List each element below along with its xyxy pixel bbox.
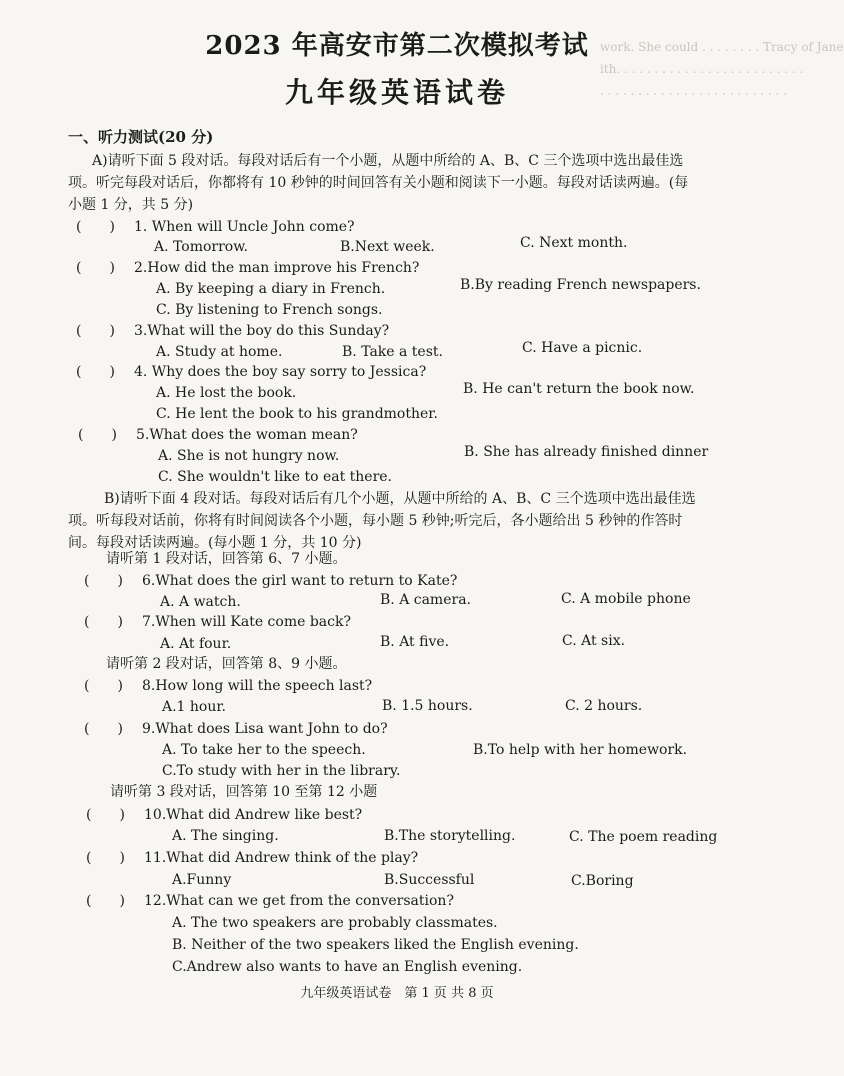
question-5-stem: 5.What does the woman mean? bbox=[136, 427, 358, 443]
q6-option-b: B. A camera. bbox=[380, 592, 471, 608]
bleed-through-text: . . . . . . . . . . . . . . . . . . . . . . . . . bbox=[600, 84, 787, 98]
partB-instruction-line1: B)请听下面 4 段对话。每段对话后有几个小题，从题中所给的 A、B、C 三个选项中选出最佳选 bbox=[104, 491, 696, 507]
partB-instruction-line3: 间。每段对话读两遍。(每小题 1 分，共 10 分) bbox=[68, 535, 362, 551]
q1-option-a: A. Tomorrow. bbox=[154, 239, 248, 255]
question-10-row bbox=[86, 806, 362, 824]
q7-option-c: C. At six. bbox=[562, 633, 626, 649]
question-4-stem: 4. Why does the boy say sorry to Jessica? bbox=[134, 364, 427, 380]
q7-option-a: A. At four. bbox=[160, 636, 232, 652]
q5-option-c: C. She wouldn't like to eat there. bbox=[158, 469, 393, 485]
question-4-row bbox=[76, 363, 426, 381]
answer-blank[interactable]: ( ) bbox=[86, 807, 125, 823]
question-1-row bbox=[76, 218, 355, 236]
q4-option-a: A. He lost the book. bbox=[156, 385, 297, 401]
page-footer: 九年级英语试卷 第 1 页 共 8 页 bbox=[300, 986, 494, 1001]
bleed-through-text: work. She could . . . . . . . . Tracy of Jane bbox=[600, 40, 844, 54]
q12-option-a: A. The two speakers are probably classmates. bbox=[172, 915, 498, 931]
answer-blank[interactable]: ( ) bbox=[76, 219, 115, 235]
question-7-stem: 7.When will Kate come back? bbox=[142, 614, 351, 630]
q10-option-b: B.The storytelling. bbox=[384, 828, 516, 844]
answer-blank[interactable]: ( ) bbox=[84, 614, 123, 630]
question-7-row bbox=[84, 613, 351, 631]
q2-option-b: B.By reading French newspapers. bbox=[460, 277, 701, 293]
question-10-stem: 10.What did Andrew like best? bbox=[144, 807, 363, 823]
question-8-stem: 8.How long will the speech last? bbox=[142, 678, 373, 694]
q3-option-c: C. Have a picnic. bbox=[522, 340, 643, 356]
q1-option-b: B.Next week. bbox=[340, 239, 435, 255]
question-6-stem: 6.What does the girl want to return to Kate? bbox=[142, 573, 458, 589]
answer-blank[interactable]: ( ) bbox=[84, 678, 123, 694]
partB-instruction-line2: 项。听每段对话前，你将有时间阅读各个小题，每小题 5 秒钟;听完后，各小题给出 5 秒钟的作答时 bbox=[68, 513, 683, 529]
dialog-1-instruction: 请听第 1 段对话，回答第 6、7 小题。 bbox=[106, 551, 347, 567]
q8-option-b: B. 1.5 hours. bbox=[382, 698, 473, 714]
answer-blank[interactable]: ( ) bbox=[76, 364, 115, 380]
question-9-stem: 9.What does Lisa want John to do? bbox=[142, 721, 388, 737]
q11-option-b: B.Successful bbox=[384, 872, 475, 888]
q3-option-a: A. Study at home. bbox=[156, 344, 283, 360]
question-8-row bbox=[84, 677, 372, 695]
question-6-row bbox=[84, 572, 457, 590]
question-5-row bbox=[78, 426, 358, 444]
answer-blank[interactable]: ( ) bbox=[76, 260, 115, 276]
q3-option-b: B. Take a test. bbox=[342, 344, 443, 360]
question-2-stem: 2.How did the man improve his French? bbox=[134, 260, 420, 276]
q2-option-a: A. By keeping a diary in French. bbox=[156, 281, 386, 297]
bleed-through-text: ith. . . . . . . . . . . . . . . . . . . . . . . . . bbox=[600, 62, 804, 76]
q8-option-a: A.1 hour. bbox=[162, 699, 226, 715]
q10-option-a: A. The singing. bbox=[172, 828, 279, 844]
question-11-stem: 11.What did Andrew think of the play? bbox=[144, 850, 419, 866]
question-12-row bbox=[86, 892, 454, 910]
q8-option-c: C. 2 hours. bbox=[565, 698, 643, 714]
q11-option-c: C.Boring bbox=[571, 873, 634, 889]
partA-instruction-line2: 项。听完每段对话后，你都将有 10 秒钟的时间回答有关小题和阅读下一小题。每段对话读两遍。(每 bbox=[68, 175, 689, 191]
partA-instruction-line3: 小题 1 分，共 5 分) bbox=[68, 197, 194, 213]
q9-option-b: B.To help with her homework. bbox=[473, 742, 688, 758]
answer-blank[interactable]: ( ) bbox=[86, 893, 125, 909]
partA-instruction-line1: A)请听下面 5 段对话。每段对话后有一个小题，从题中所给的 A、B、C 三个选项中选出最佳选 bbox=[92, 153, 684, 169]
q9-option-a: A. To take her to the speech. bbox=[162, 742, 366, 758]
q5-option-a: A. She is not hungry now. bbox=[158, 448, 340, 464]
question-9-row bbox=[84, 720, 388, 738]
question-11-row bbox=[86, 849, 418, 867]
q12-option-c: C.Andrew also wants to have an English evening. bbox=[172, 959, 523, 975]
answer-blank[interactable]: ( ) bbox=[76, 323, 115, 339]
exam-title: 2023 年高安市第二次模拟考试 bbox=[205, 31, 589, 61]
q1-option-c: C. Next month. bbox=[520, 235, 628, 251]
q4-option-c: C. He lent the book to his grandmother. bbox=[156, 406, 438, 422]
answer-blank[interactable]: ( ) bbox=[84, 721, 123, 737]
question-12-stem: 12.What can we get from the conversation? bbox=[144, 893, 454, 909]
q6-option-c: C. A mobile phone bbox=[561, 591, 691, 607]
question-3-stem: 3.What will the boy do this Sunday? bbox=[134, 323, 390, 339]
q11-option-a: A.Funny bbox=[172, 872, 232, 888]
dialog-2-instruction: 请听第 2 段对话，回答第 8、9 小题。 bbox=[106, 656, 347, 672]
q7-option-b: B. At five. bbox=[380, 634, 450, 650]
question-2-row bbox=[76, 259, 419, 277]
q6-option-a: A. A watch. bbox=[160, 594, 241, 610]
dialog-3-instruction: 请听第 3 段对话，回答第 10 至第 12 小题 bbox=[110, 784, 378, 800]
answer-blank[interactable]: ( ) bbox=[86, 850, 125, 866]
q4-option-b: B. He can't return the book now. bbox=[463, 381, 695, 397]
q2-option-c: C. By listening to French songs. bbox=[156, 302, 383, 318]
q10-option-c: C. The poem reading bbox=[569, 829, 718, 845]
q9-option-c: C.To study with her in the library. bbox=[162, 763, 401, 779]
question-3-row bbox=[76, 322, 389, 340]
question-1-stem: 1. When will Uncle John come? bbox=[134, 219, 355, 235]
answer-blank[interactable]: ( ) bbox=[84, 573, 123, 589]
q12-option-b: B. Neither of the two speakers liked the English evening. bbox=[172, 937, 579, 953]
answer-blank[interactable]: ( ) bbox=[78, 427, 117, 443]
section-heading-listening: 一、听力测试(20 分) bbox=[68, 128, 214, 146]
q5-option-b: B. She has already finished dinner bbox=[464, 444, 709, 460]
exam-subtitle: 九年级英语试卷 bbox=[284, 76, 509, 109]
